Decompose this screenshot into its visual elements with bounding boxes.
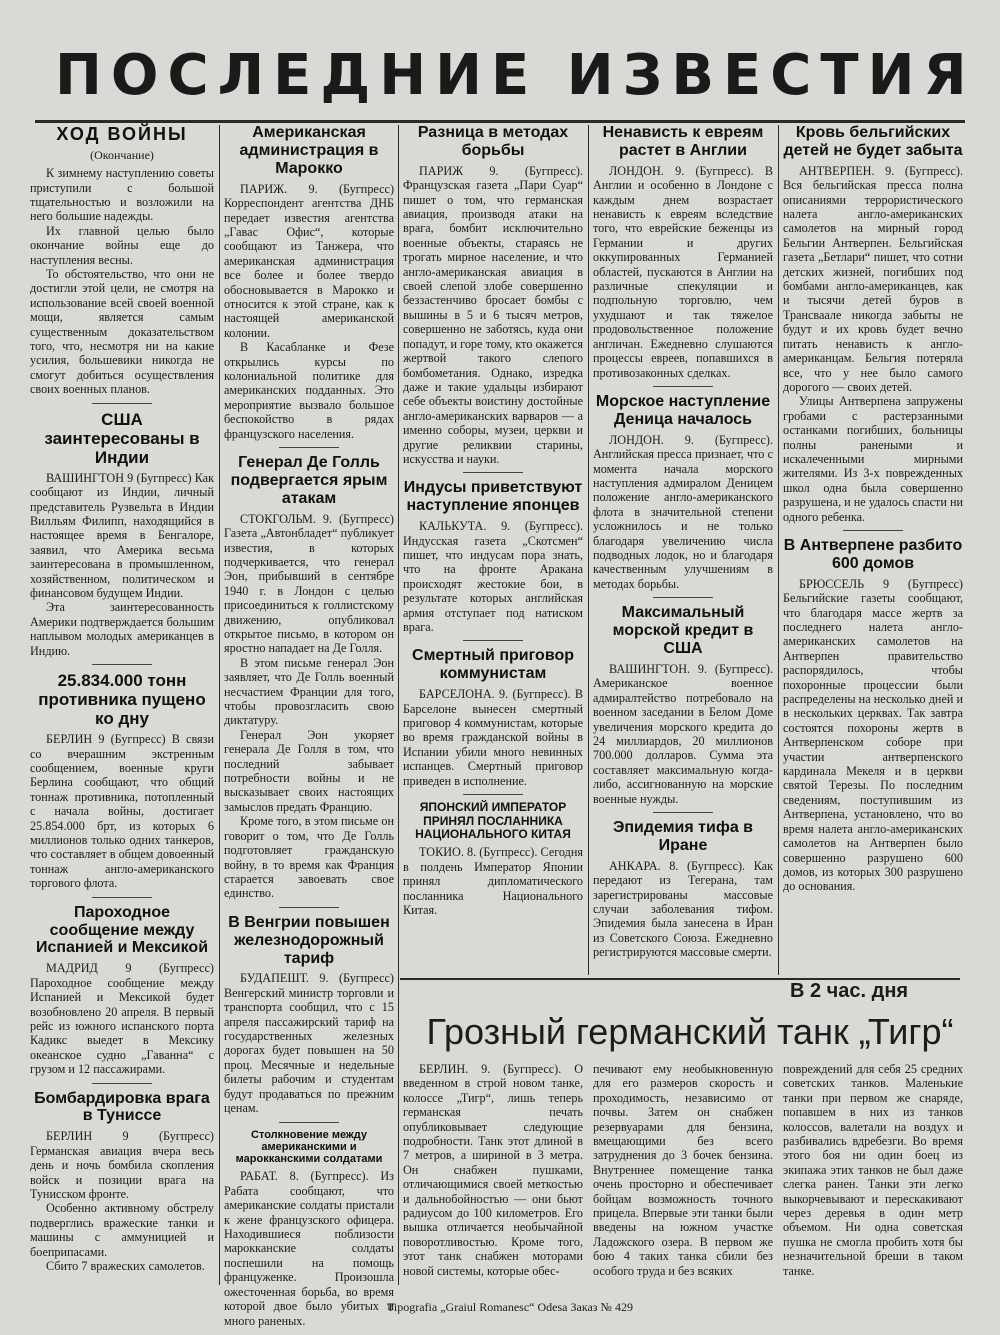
article-body: [593, 164, 773, 380]
paragraph: В этом письме генерал Эон заявляет, что Де Голль военный несчастием Франции для того, чтобы провозгласить свою диктатуру.: [224, 655, 394, 728]
article-body: [403, 687, 583, 788]
paragraph: АНКАРА. 8. (Бугпресс). Как передают из Тегерана, там зарегистрированы массовые случаи заболевания тифом. Эпидемия была занесена в Иран из Советского Союза. Ежедневно регистрируются массовые смерти.: [593, 858, 773, 960]
column-4: [593, 124, 773, 974]
column-divider: [219, 125, 220, 1285]
paragraph: БАРСЕЛОНА. 9. (Бугпресс). В Барселоне вынесен смертный приговор 4 коммунистам, которые во время гражданской войны в Испании убили много невинных испанцев. Смертный приговор приведен в исполнение.: [403, 687, 583, 788]
paragraph: БЕРЛИН 9 (Бугпресс) В связи со вчерашним экстренным сообщением, военные круги Берлина сообщают, что общий тоннаж противника, потопленный с начала войны, достигает 25.854.000 брт, из которых 6 миллионов только одних танкеров, что составляет в общем довоенный тоннаж англо-американского торгового флота.: [30, 732, 214, 891]
article-body: [30, 1129, 214, 1273]
article-body: [403, 164, 583, 467]
separator: [279, 907, 339, 908]
article-body: [30, 471, 214, 658]
masthead-rule: [35, 120, 965, 123]
article-body: [593, 859, 773, 960]
separator: [843, 530, 903, 531]
article-body: [403, 519, 583, 634]
column-5: [783, 124, 963, 974]
separator: [279, 1122, 339, 1123]
paragraph: К зимнему наступлению советы приступили с большой тщательностью и возложили на него большие надежды.: [30, 166, 214, 224]
paragraph: Улицы Антверпена запружены гробами с растерзанными останками погибших, больницы полны ранеными и искалеченными мирными жителями. Из 3-х поврежденных школ одна была совершенно разрушена, и не удалось спасти ни одного ребенка.: [783, 394, 963, 524]
paragraph: БЕРЛИН 9 (Бугпресс) Германская авиация вчера весь день и ночь бомбила скопления войск и позиции врага на Тунисском фронте.: [30, 1129, 214, 1201]
masthead-title: ПОСЛЕДНИЕ ИЗВЕСТИЯ: [55, 43, 976, 108]
article-title: Эпидемия тифа в Иране: [612, 818, 754, 854]
article-body: [30, 961, 214, 1076]
article-title: В Венгрии повышен железнодорожный тариф: [228, 913, 390, 967]
paragraph: Эта заинтересованность Америки подтверждается большим наплывом молодых американцев в Индию.: [30, 600, 214, 658]
paragraph: Кроме того, в этом письме он говорит о том, что Де Голль подготовляет гражданскую войну, в то время как Франция старается завоевать свое единство.: [224, 814, 394, 901]
article-title: 25.834.000 тонн противника пущено ко дну: [38, 671, 206, 729]
article-body: [30, 166, 214, 397]
separator: [653, 812, 713, 813]
article-title: Кровь бельгийских детей не будет забыта: [783, 124, 963, 159]
article-body: [783, 164, 963, 524]
time-label: В 2 час. дня: [790, 980, 909, 1002]
article-title: Морское наступление Деница началось: [595, 392, 771, 428]
paragraph: Их главной целью было окончание войны еще до наступления весны.: [30, 223, 214, 267]
separator: [463, 794, 523, 795]
article-title: Бомбардировка врага в Туниссе: [34, 1089, 210, 1125]
paragraph: БУДАПЕШТ. 9. (Бугпресс) Венгерский министр торговли и транспорта сообщил, что с 15 апреля пассажирский тариф на государственных железных дорогах будет повышен на 50 проц. Месячные и недельные билеты рабочим и студентам будут продаваться по прежним ценам.: [224, 971, 394, 1116]
column-divider: [778, 125, 779, 975]
article-body: [224, 971, 394, 1115]
column-divider: [588, 125, 589, 975]
tiger-article-title: Грозный германский танк „Тигр“: [426, 1011, 954, 1052]
tiger-column-1: БЕРЛИН. 9. (Бугпресс). О введенном в строй новом танке, колоссе „Тигр“, лишь теперь германская печать опубликовывает следующие подробности. Танк этот длиной в 7 метров, а шириной в 3 метра. Он снабжен пушками, отличающимися своей меткостью и дальнобойностью — они бьют радиусом до 100 километров. Его вышка отличается необычайной поворотливостью. Кроме того, этот танк снабжен моторами новой системы, которые обес-: [403, 1062, 583, 1278]
article-body: [593, 662, 773, 806]
tiger-column-3: повреждений для себя 25 средних советских танков. Маленькие танки при первом же снаряде, попавшем в них из танков колоссов, валетали на воздух и разбивались вдребезги. Во время этого боя ни один боец из экипажа этих танков не был даже слегка ранен. Танки эти легко выкорчевывают и перескакивают через деревья в один метр объемом. Ни одна советская пушка не смогла пробить хотя бы незначительной бреши в таком танке.: [783, 1062, 963, 1278]
paragraph: ВАШИНГТОН 9 (Бугпресс) Как сообщают из Индии, личный представитель Рузвельта в Индии Вилльям Филипп, находящийся в настоящее время в Бенгалоре, заявил, что Америка весьма заинтересована в промышленном, хозяйственном, политическом и финансовом будущем Индии.: [30, 470, 214, 600]
article-body: [593, 433, 773, 591]
separator: [92, 897, 152, 898]
article-title: В Антверпене разбито 600 домов: [783, 536, 963, 572]
article-body: [30, 732, 214, 890]
article-body: [224, 512, 394, 901]
paragraph: ВАШИНГТОН. 9. (Бугпресс). Американское военное адмиралтейство потребовало на военном заседании в Белом Доме увеличения морского кредита до 24 миллиардов, 20 миллионов 700.000 долларов. Сумма эта составляет максимальную когда-либо, ассигнованную на морские военные нужды.: [593, 661, 773, 806]
paragraph: То обстоятельство, что они не достигли этой цели, не смотря на использование всей своей военной мощи, является самым существенным доказательством того, что, несмотря ни на какие усилия, большевики никогда не смогут добиться осуществления своих военных планов.: [30, 267, 214, 397]
paragraph: РАБАТ. 8. (Бугпресс). Из Рабата сообщают, что американские солдаты пристали к жене французского офицера. Находившиеся поблизости марокканские солдаты поспешили на помощь француженке. Произошла ожесточенная борьба, во время которой двое было убитых и много раненых.: [224, 1169, 394, 1328]
paragraph: АНТВЕРПЕН. 9. (Бугпресс). Вся бельгийская пресса полна описаниями террористического налета англо-американских самолетов на мирный город Бельгии Антверпен. Бельгийская газета „Бетлари“ пишет, что сотни детских жизней, погибших под бомбами англо-американцев, как и тысячи детей буров в Трансваале никогда забыты не будут и их кровь будет вечно питать ненависть к англо-американцам. Бельгия потеряла все, что у нее было самого дорогого — своих детей.: [783, 163, 963, 394]
paragraph: КАЛЬКУТА. 9. (Бугпресс). Индусская газета „Скотсмен“ пишет, что индусам пора знать, что на фронте Аракана происходят жестокие бои, в результате которых английская армия отступает под натиском врага.: [403, 519, 583, 634]
paragraph: ЛОНДОН. 9. (Бугпресс). Английская пресса признает, что с момента начала морского наступления адмиралом Деницем положение англо-американского флота в значительной степени усложнилось и не только благодаря увеличению числа подводных лодок, но и благодаря качественным улучшениям в методах борьбы.: [593, 432, 773, 591]
separator: [92, 403, 152, 404]
article-title: Пароходное сообщение между Испанией и Мексикой: [35, 903, 209, 957]
paragraph: ПАРИЖ 9. (Бугпресс). Французская газета „Пари Суар“ пишет о том, что германская авиация, производя атаки на врага, бомбит исключительно военные объекты, стараясь не трогать мирное население, и что англо-американская авиация в своей слепой злобе совершенно беззастенчиво бросает бомбы с вышины в 5 и 6 тысяч метров, совершенно не заботясь, куда они попадут, и горе тому, кто окажется жертвой такого слепого бомбометания. Однако, изредка даже и такие удальцы избирают себе объекты воистину достойные англо-американских варваров — а именно соборы, музеи, церкви и другие реликвии старины, искусства и науки.: [403, 163, 583, 466]
article-title: Американская администрация в Марокко: [239, 124, 379, 177]
article-title: США заинтересованы в Индии: [44, 409, 200, 467]
separator: [463, 640, 523, 641]
article-title: Разница в методах борьбы: [417, 124, 569, 159]
paragraph: СТОКГОЛЬМ. 9. (Бугпресс) Газета „Автонбладет“ публикует известия, в которых подчеркивается, что генерал Эон, прибывший в сентябре 1940 г. в Лондон с целью присоединиться к голлистскому движению, опубликовал открытое письмо, в котором он яростно нападает на Де Голля.: [224, 511, 394, 656]
paragraph: БРЮССЕЛЬ 9 (Бугпресс) Бельгийские газеты сообщают, что благодаря массе жертв за последнего налета англо-американских самолетов на Антверпен правительство распорядилось, чтобы похоронные процессии были распределены на несколько дней и в нескольких церквах. Так завтра состоятся похороны жертв в Антверпенском соборе при участии антверпенского кардинала Мекеля и в церкви святой Терезы. По последним сведениям, поступившим из Антверпена, установлено, что во время налета англо-американских самолетов на Антверпен было совершенно разрушено 600 домов, из которых 300 разрушено до основания.: [783, 576, 963, 894]
separator: [653, 597, 713, 598]
article-body: [224, 182, 394, 441]
paragraph: ТОКИО. 8. (Бугпресс). Сегодня в полдень Император Японии принял дипломатического посланника Национального Китая.: [403, 845, 583, 917]
paragraph: Сбито 7 вражеских самолетов.: [46, 1259, 205, 1274]
column-3: [403, 124, 583, 974]
article-title: ХОД ВОЙНЫ: [56, 124, 188, 144]
article-title: Столкновение между американскими и марокканскими солдатами: [235, 1128, 383, 1166]
paragraph: Генерал Эон укоряет генерала Де Голля в том, что последний забывает потребности войны и не высказывает своих настоящих замыслов предать Францию.: [224, 727, 394, 814]
printer-footer: Tipografia „Graiul Romanesc“ Odesa Заказ № 429: [386, 1300, 633, 1314]
article-title: ЯПОНСКИЙ ИМПЕРАТОР ПРИНЯЛ ПОСЛАННИКА НАЦИОНАЛЬНОГО КИТАЯ: [415, 800, 571, 841]
article-subtitle: (Окончание): [90, 148, 154, 163]
separator: [653, 386, 713, 387]
column-2: [224, 124, 394, 1328]
column-divider: [398, 125, 399, 1285]
paragraph: МАДРИД 9 (Бугпресс) Пароходное сообщение между Испанией и Мексикой будет возобновлено 20 апреля. В первый рейс из южного испанского порта Кадикс выедет в Мексику океанское судно „Гаванна“ с грузом и 12 пассажирами.: [30, 961, 214, 1077]
separator: [279, 447, 339, 448]
article-title: Генерал Де Голль подвергается ярым атакам: [230, 454, 388, 507]
article-title: Ненависть к евреям растет в Англии: [602, 124, 764, 159]
article-title: Максимальный морской кредит в США: [612, 604, 754, 657]
article-body: [403, 845, 583, 917]
article-title: Индусы приветствуют наступление японцев: [403, 479, 583, 515]
paragraph: Особенно активному обстрелу подверглись вражеские танки и машины с аммуницией и боеприпасами.: [30, 1201, 214, 1259]
separator: [92, 664, 152, 665]
article-title: Смертный приговор коммунистам: [412, 647, 574, 683]
separator: [463, 472, 523, 473]
article-body: [783, 577, 963, 894]
separator: [92, 1083, 152, 1084]
paragraph: ПАРИЖ. 9. (Бугпресс) Корреспондент агентства ДНБ передает известия агентства „Гавас Офис“, которые сообщают из Танжера, что американская администрация все более и более твердо обосновывается в Марокко и относится к этой стране, как к настоящей американской колонии.: [224, 181, 394, 340]
paragraph: ЛОНДОН. 9. (Бугпресс). В Англии и особенно в Лондоне с каждым днем возрастает ненависть к евреям вследствие того, что еврейские беженцы из Германии и других оккупированных Германией областей, пускаются в Англии на различные спекуляции и подпольную торговлю, чем ухудшают и так тяжелое продовольственное положение англичан. Ежедневно слушаются процессы евреев, попавшихся в противозаконных сделках.: [593, 163, 773, 380]
column-1: [30, 124, 214, 1290]
tiger-column-2: печивают ему необыкновенную для его размеров скорость и проходимость, независимо от почвы. Затем он снабжен резервуарами для бензина, вмещающими без всего затруднения до 3 бочек бензина. Внутреннее помещение танка очень просторно и обеспечивает бойцам возможность точного прицела. Впервые эти танки были введены на южном участке Ладожского озера. В первом же бою 4 таких танка сбили без особого труда и без всяких: [593, 1062, 773, 1278]
paragraph: В Касабланке и Фезе открылись курсы по колониальной политике для американских подданных. Это мероприятие вызвало большое беспокойство в рядах французского населения.: [224, 340, 394, 441]
